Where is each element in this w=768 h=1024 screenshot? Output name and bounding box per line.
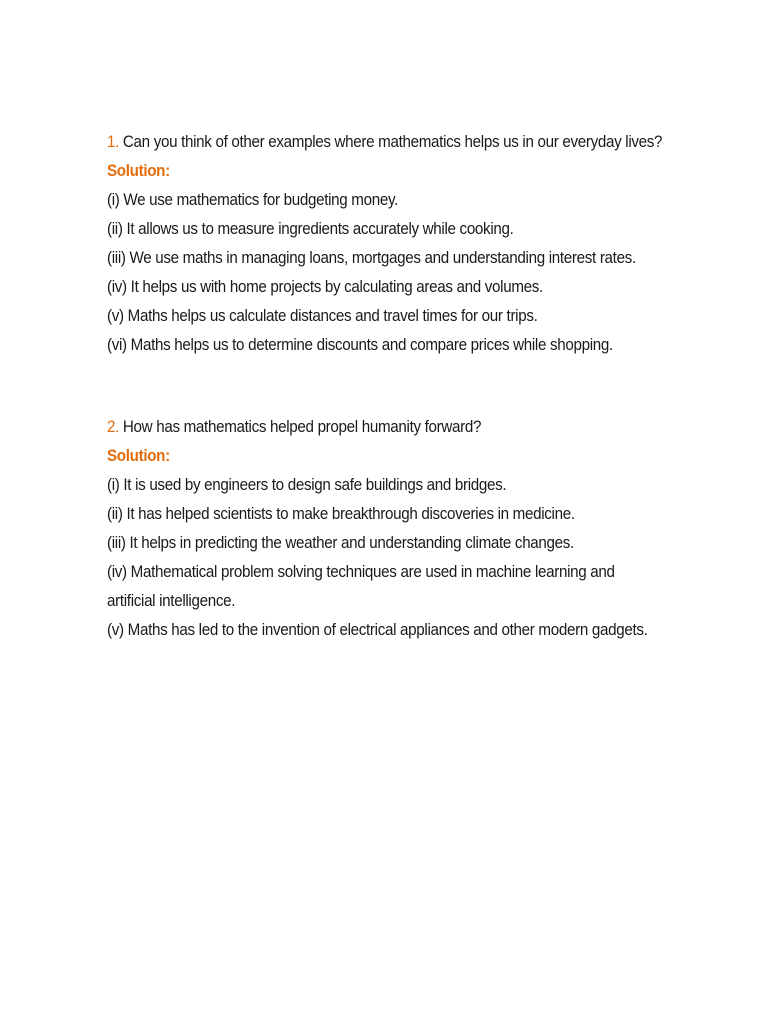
answer-item: (iv) It helps us with home projects by calculating areas and volumes. [107, 278, 543, 296]
answer-item: (i) We use mathematics for budgeting money. [107, 191, 399, 209]
question-number: 1. [107, 133, 120, 151]
answer-list [107, 471, 707, 645]
document-page [107, 128, 707, 645]
answer-item: (iii) We use maths in managing loans, mortgages and understanding interest rates. [107, 249, 636, 267]
answer-item: (iv) Mathematical problem solving techniques are used in machine learning and artificial intelligence. [107, 563, 615, 610]
solution-label: Solution: [107, 447, 170, 465]
question-text: Can you think of other examples where mathematics helps us in our everyday lives? [122, 133, 663, 151]
answer-item: (ii) It has helped scientists to make breakthrough discoveries in medicine. [107, 505, 575, 523]
solution-label: Solution: [107, 162, 170, 180]
question-text: How has mathematics helped propel humanity forward? [122, 418, 482, 436]
answer-item: (v) Maths has led to the invention of electrical appliances and other modern gadgets. [107, 621, 648, 639]
question-block-1 [107, 128, 707, 360]
answer-item: (v) Maths helps us calculate distances and travel times for our trips. [107, 307, 538, 325]
question-block-2 [107, 413, 707, 645]
question-1 [107, 128, 663, 157]
answer-item: (i) It is used by engineers to design safe buildings and bridges. [107, 476, 507, 494]
question-2 [107, 413, 659, 442]
answer-item: (ii) It allows us to measure ingredients accurately while cooking. [107, 220, 514, 238]
question-number: 2. [107, 418, 120, 436]
answer-item: (iii) It helps in predicting the weather and understanding climate changes. [107, 534, 574, 552]
answer-list [107, 186, 707, 360]
answer-item: (vi) Maths helps us to determine discounts and compare prices while shopping. [107, 336, 613, 354]
